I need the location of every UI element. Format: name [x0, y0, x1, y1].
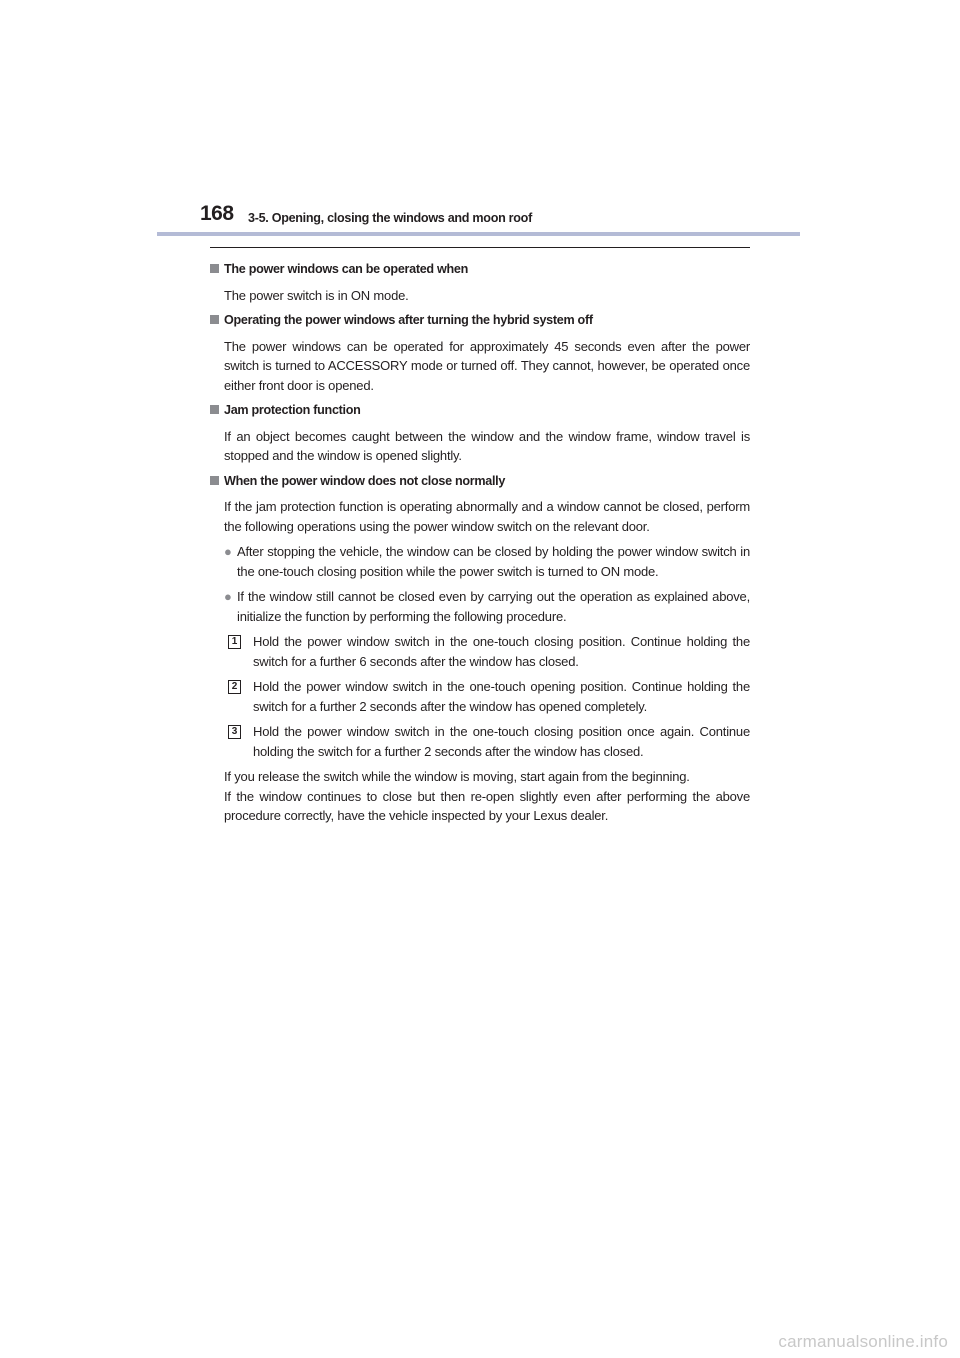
step-number-badge: 2 [228, 680, 241, 694]
section-title: 3-5. Opening, closing the windows and moon roof [248, 211, 532, 225]
square-bullet-icon [210, 264, 219, 273]
section-heading [210, 311, 750, 331]
step-item [228, 722, 750, 761]
list-item [224, 587, 750, 626]
note-text: If you release the switch while the window is moving, start again from the beginning. [224, 769, 690, 784]
section-body: If an object becomes caught between the window and the window frame, window travel is stopped and the window is opened slightly. [224, 428, 750, 463]
page-content [210, 260, 750, 826]
section-heading [210, 260, 750, 280]
section-after-hybrid-off [210, 311, 750, 395]
square-bullet-icon [210, 315, 219, 324]
step-number-badge: 3 [228, 725, 241, 739]
square-bullet-icon [210, 405, 219, 414]
heading-text: When the power window does not close normally [224, 473, 506, 488]
section-body: The power windows can be operated for approximately 45 seconds even after the power switch is turned to ACCESSORY mode or turned off. They cannot, however, be operated once either front door is opened. [224, 338, 750, 393]
step-number-badge: 1 [228, 635, 241, 649]
page-number: 168 [200, 202, 234, 225]
step-text: Hold the power window switch in the one-touch closing position. Continue holding the switch for a further 6 seconds after the window has closed. [253, 634, 750, 669]
content-rule [210, 247, 750, 248]
section-heading [210, 472, 750, 492]
section-jam-protection [210, 401, 750, 466]
heading-text: Jam protection function [224, 403, 361, 417]
heading-text: Operating the power windows after turning the hybrid system off [224, 313, 593, 327]
section-heading [210, 401, 750, 421]
step-item [228, 677, 750, 716]
step-text: Hold the power window switch in the one-touch closing position once again. Continue holding the switch for a further 2 seconds after the window has closed. [253, 724, 750, 759]
step-item [228, 632, 750, 671]
watermark-text: carmanualsonline.info [778, 1332, 948, 1351]
bullet-text: After stopping the vehicle, the window can be closed by holding the power window switch in the one-touch closing position while the power switch is turned to ON mode. [237, 544, 750, 579]
bullet-text: If the window still cannot be closed even by carrying out the operation as explained above, initialize the function by performing the following procedure. [237, 589, 750, 624]
section-body: The power switch is in ON mode. [224, 287, 409, 303]
header-rule [157, 232, 800, 236]
step-text: Hold the power window switch in the one-touch opening position. Continue holding the switch for a further 2 seconds after the window has opened completely. [253, 679, 750, 714]
section-operated-when [210, 260, 750, 305]
section-body: If the jam protection function is operating abnormally and a window cannot be closed, perform the following operations using the power window switch on the relevant door. [224, 499, 750, 534]
note-text: If the window continues to close but then re-open slightly even after performing the above procedure correctly, have the vehicle inspected by your Lexus dealer. [224, 788, 750, 823]
list-item [224, 542, 750, 581]
heading-text: The power windows can be operated when [224, 262, 469, 276]
section-not-close-normally [210, 472, 750, 826]
square-bullet-icon [210, 476, 219, 485]
round-bullet-icon: ● [224, 589, 232, 604]
round-bullet-icon: ● [224, 544, 232, 559]
